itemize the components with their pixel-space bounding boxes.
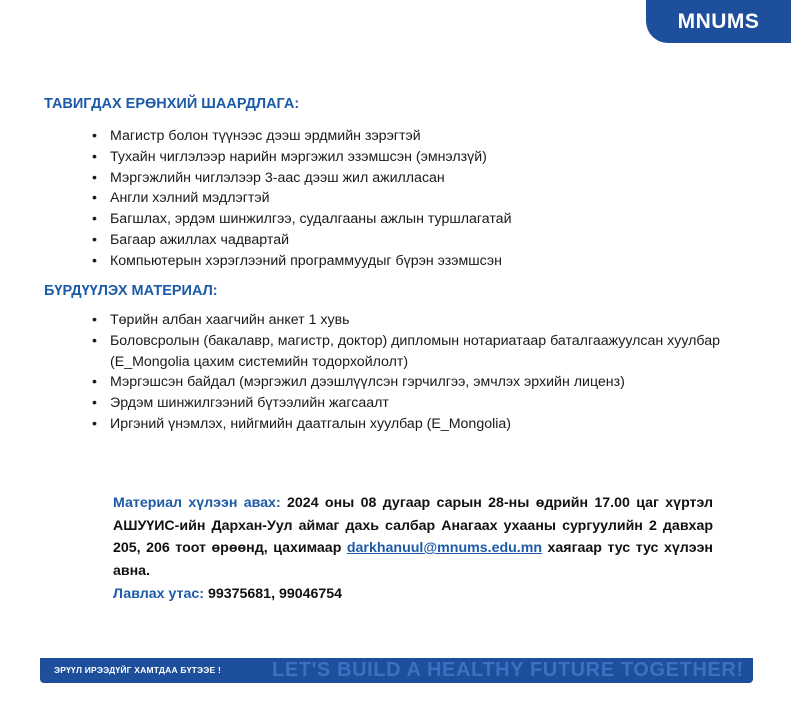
contact-info bbox=[113, 586, 342, 602]
contact-label: Лавлах утас: bbox=[113, 586, 204, 602]
list-item: • Тухайн чиглэлээр нарийн мэргэжил эзэмшсэн (эмнэлзүй) bbox=[92, 147, 752, 168]
list-item: • Мэргэшсэн байдал (мэргэжил дээшлүүлсэн гэрчилгээ, эмчлэх эрхийн лиценз) bbox=[92, 372, 752, 393]
list-item: • Төрийн албан хаагчийн анкет 1 хувь bbox=[92, 310, 752, 331]
materials-list bbox=[92, 310, 752, 435]
list-item: • Мэргэжлийн чиглэлээр 3-аас дээш жил ажилласан bbox=[92, 168, 752, 189]
list-item: • Иргэний үнэмлэх, нийгмийн даатгалын хуулбар (E_Mongolia) bbox=[92, 414, 752, 435]
footer-motto: ЭРҮҮЛ ИРЭЭДҮЙГ ХАМТДАА БҮТЭЭЕ ! bbox=[54, 665, 221, 675]
requirements-list bbox=[92, 126, 752, 272]
list-item: • Компьютерын хэрэглээний программуудыг бүрэн эзэмшсэн bbox=[92, 251, 752, 272]
submission-info bbox=[113, 492, 713, 582]
submission-text-end: хаягаар тус тус хүлээн авна. bbox=[113, 540, 713, 579]
email-link[interactable]: darkhanuul@mnums.edu.mn bbox=[346, 540, 543, 556]
list-item: • Багшлах, эрдэм шинжилгээ, судалгааны ажлын туршлагатай bbox=[92, 209, 752, 230]
footer-banner bbox=[40, 658, 753, 683]
list-item: • Багаар ажиллах чадвартай bbox=[92, 230, 752, 251]
list-item: • Магистр болон түүнээс дээш эрдмийн зэрэгтэй bbox=[92, 126, 752, 147]
materials-title: БҮРДҮҮЛЭХ МАТЕРИАЛ: bbox=[44, 283, 218, 299]
submission-text: 2024 оны 08 дугаар сарын 28-ны өдрийн 17.00 цаг хүртэл АШУҮИС-ийн Дархан-Уул аймаг дахь салбар Анагаах ухааны сургуулийн 2 давхар 205, 206 тоот өрөөнд, цахимаар bbox=[113, 495, 713, 556]
logo-text: MNUMS bbox=[677, 9, 760, 33]
contact-phones: 99375681, 99046754 bbox=[204, 586, 343, 602]
list-item: • Боловсролын (бакалавр, магистр, доктор) дипломын нотариатаар баталгаажуулсан хуулбар (E_Mongolia цахим системийн тодорхойлолт) bbox=[92, 331, 752, 373]
list-item: • Эрдэм шинжилгээний бүтээлийн жагсаалт bbox=[92, 393, 752, 414]
requirements-title: ТАВИГДАХ ЕРӨНХИЙ ШААРДЛАГА: bbox=[44, 96, 300, 112]
submission-label: Материал хүлээн авах: bbox=[113, 495, 281, 511]
list-item: • Англи хэлний мэдлэгтэй bbox=[92, 188, 752, 209]
logo-badge bbox=[646, 0, 791, 43]
footer-slogan: LET'S BUILD A HEALTHY FUTURE TOGETHER! bbox=[272, 659, 744, 681]
